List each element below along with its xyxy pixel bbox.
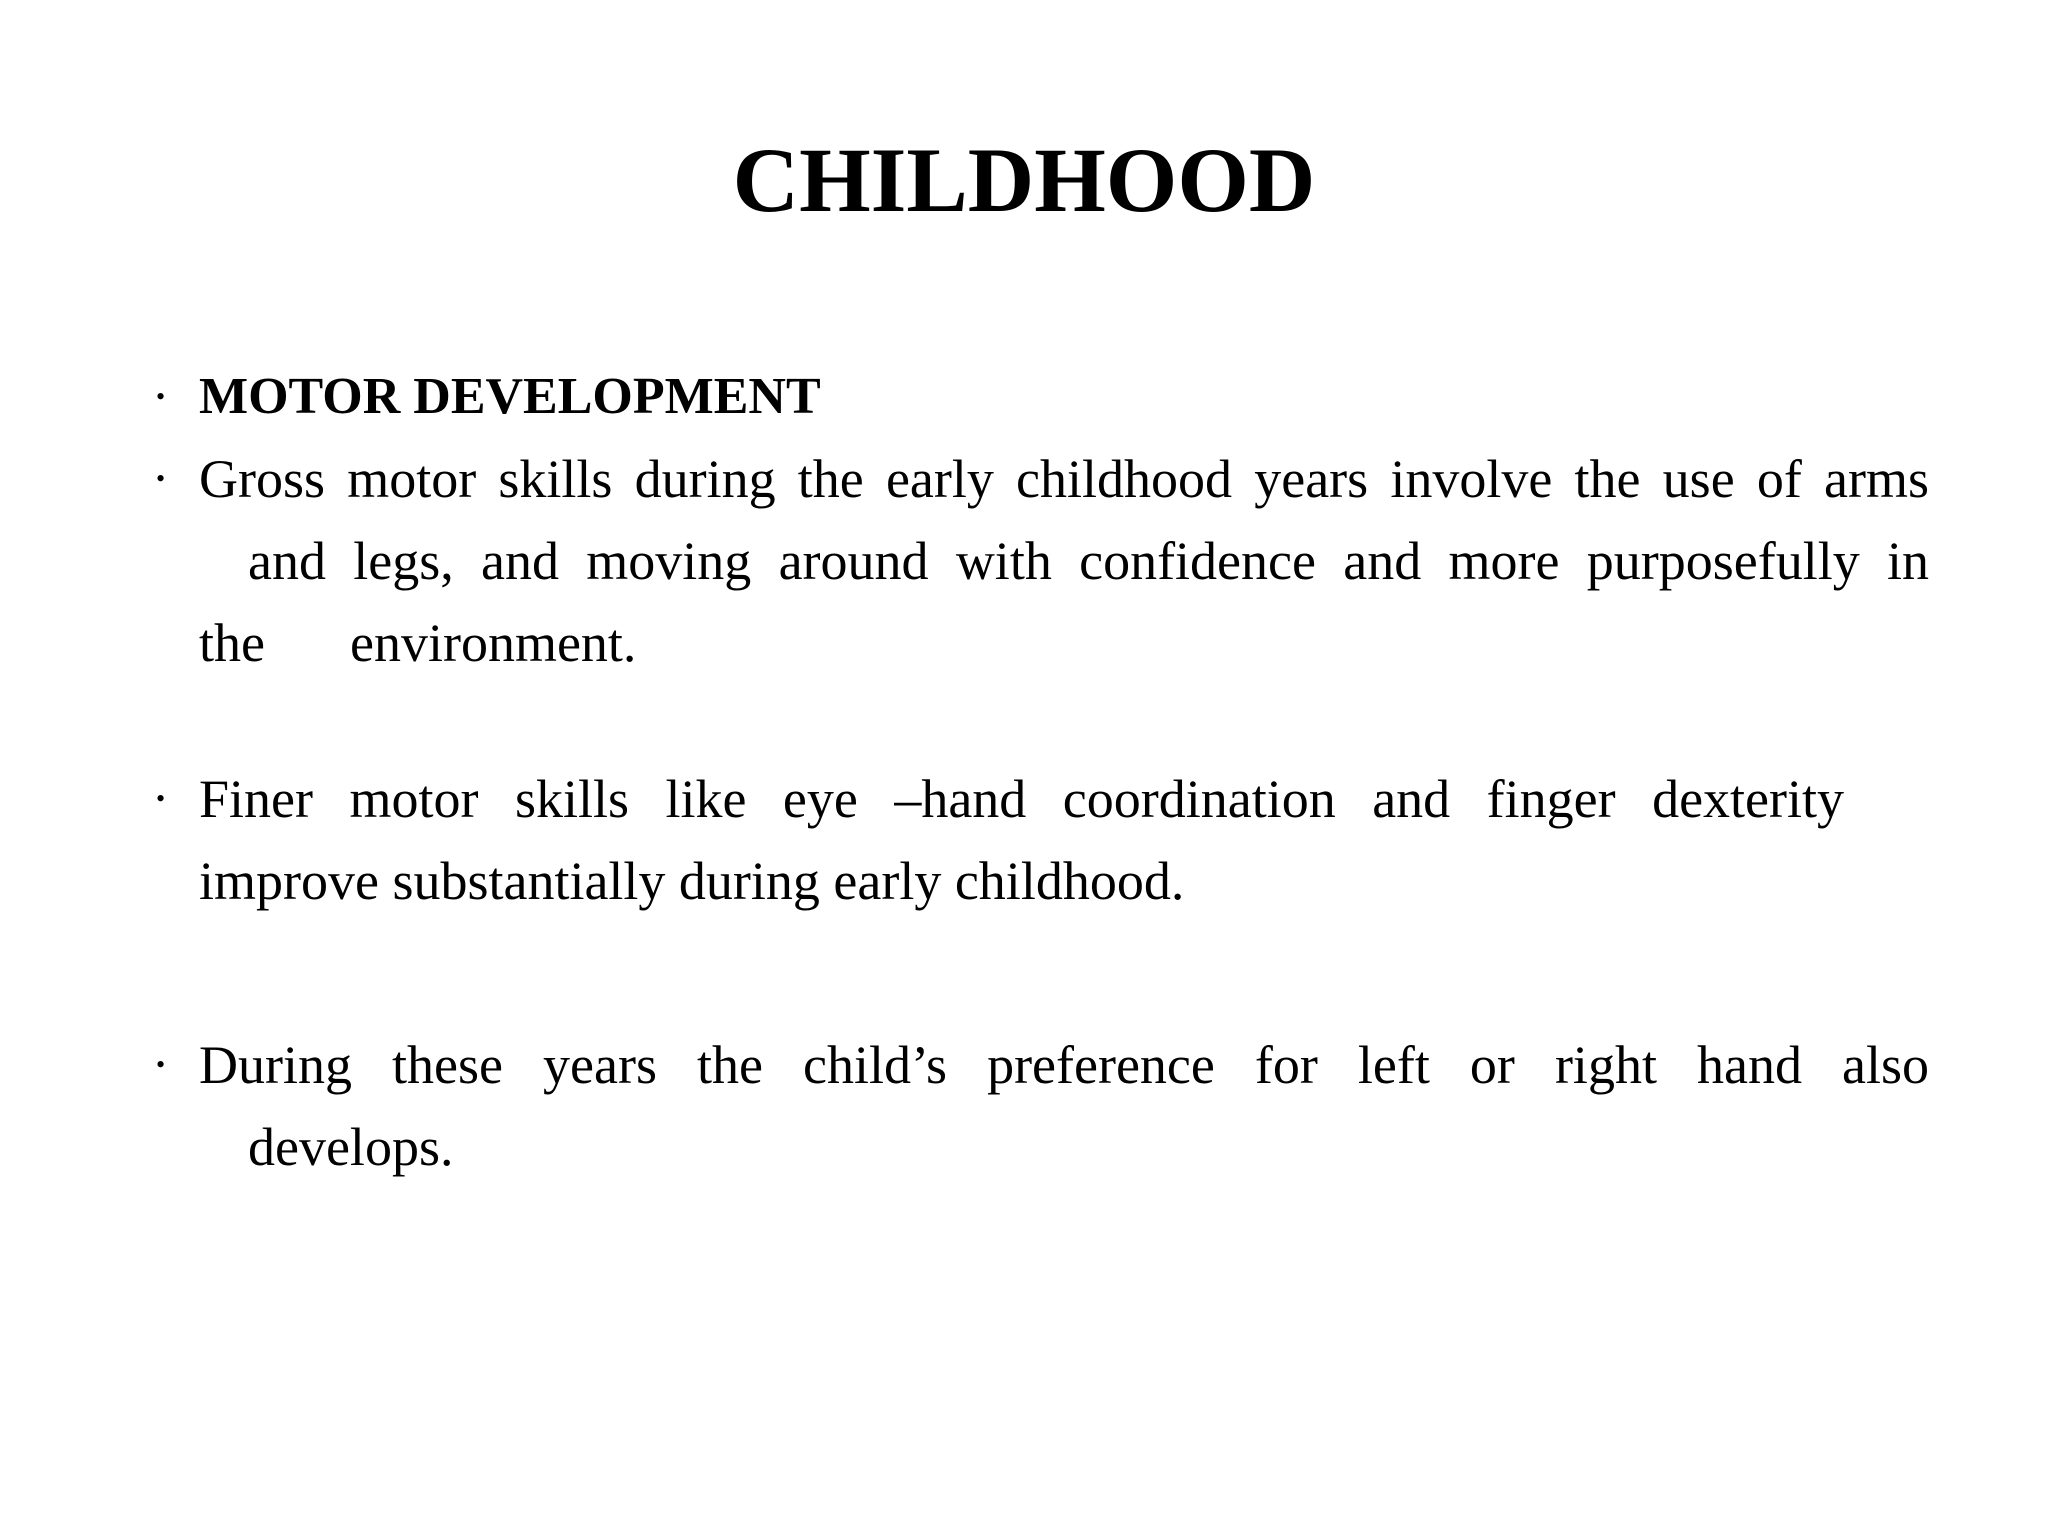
bullet-marker: •: [156, 382, 166, 411]
bullet-text-line: Gross motor skills during the early childhood years involve the use of arms: [199, 449, 1929, 509]
bullet-text-line: develops.: [248, 1117, 454, 1177]
bullet-text-line: During these years the child’s preference for left or right hand also: [199, 1035, 1929, 1095]
bullet-marker: •: [156, 1050, 166, 1079]
section-heading: MOTOR DEVELOPMENT: [199, 368, 821, 425]
bullet-text-line: the: [199, 613, 265, 673]
bullet-text-line: and legs, and moving around with confidence and more purposefully in: [248, 531, 1929, 591]
bullet-text-line: improve substantially during early childhood.: [199, 851, 1185, 911]
slide-title: CHILDHOOD: [732, 129, 1316, 231]
bullet-text-line: Finer motor skills like eye –hand coordination and finger dexterity: [199, 769, 1844, 829]
bullet-text-line: environment.: [350, 613, 637, 673]
bullet-marker: •: [156, 464, 166, 493]
bullet-marker: •: [156, 784, 166, 813]
